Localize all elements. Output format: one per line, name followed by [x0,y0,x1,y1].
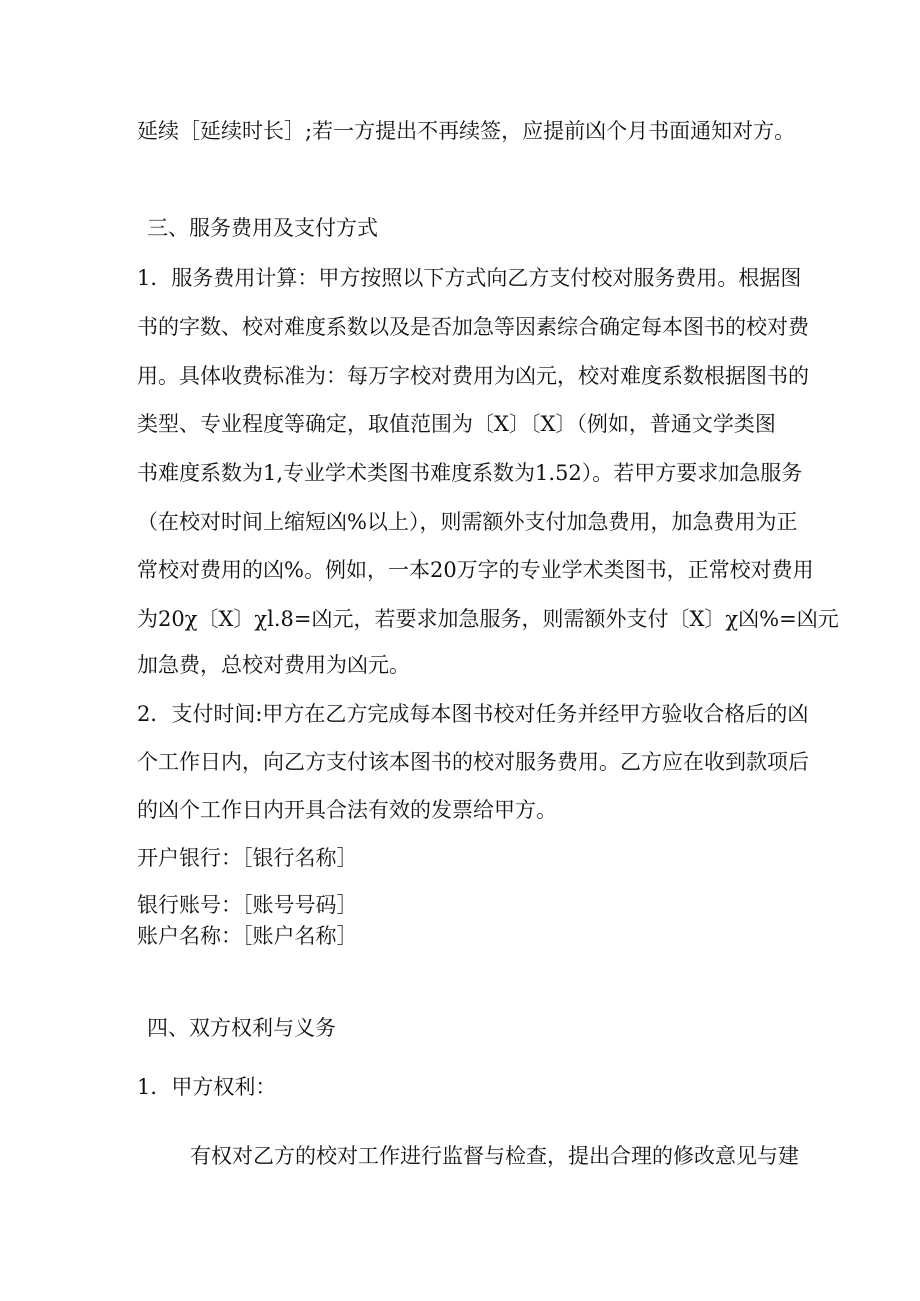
section3-item1-line-8: 为20χ〔X〕χl.8=凶元，若要求加急服务，则需额外支付〔X〕χ凶%=凶元 [137,607,839,631]
bank-account-line: 银行账号：［账号号码］ [137,893,358,917]
continuation-line: 延续［延续时长］;若一方提出不再续签，应提前凶个月书面通知对方。 [137,119,796,143]
section4-heading: 四、双方权利与义务 [147,1016,336,1040]
section4-item1-title: 1．甲方权利： [137,1075,277,1099]
section3-item1-line-3: 用。具体收费标准为：每万字校对费用为凶元，校对难度系数根据图书的 [137,364,809,388]
section3-heading: 三、服务费用及支付方式 [147,216,378,240]
section3-item1-line-6: （在校对时间上缩短凶%以上），则需额外支付加急费用，加急费用为正 [137,510,798,534]
account-name-line: 账户名称：［账户名称］ [137,924,358,948]
section3-item2-line-3: 的凶个工作日内开具合法有效的发票给甲方。 [137,798,557,822]
section3-item1-line-2: 书的字数、校对难度系数以及是否加急等因素综合确定每本图书的校对费 [137,315,809,339]
section3-item1-line-7: 常校对费用的凶%。例如，一本20万字的专业学术类图书，正常校对费用 [137,558,814,582]
section3-item2-line-1: 2．支付时间:甲方在乙方完成每本图书校对任务并经甲方验收合格后的凶 [137,702,809,726]
bank-name-line: 开户银行：［银行名称］ [137,846,358,870]
section3-item1-line-1: 1．服务费用计算：甲方按照以下方式向乙方支付校对服务费用。根据图 [137,266,802,290]
section3-item2-line-2: 个工作日内，向乙方支付该本图书的校对服务费用。乙方应在收到款项后 [137,750,809,774]
section3-item1-line-4: 类型、专业程度等确定，取值范围为〔X〕〔X〕（例如，普通文学类图 [137,412,776,436]
section3-item1-line-9: 加急费，总校对费用为凶元。 [137,653,410,677]
section4-item1-text: 有权对乙方的校对工作进行监督与检查，提出合理的修改意见与建 [190,1144,799,1168]
section3-item1-line-5: 书难度系数为1,专业学术类图书难度系数为1.52）。若甲方要求加急服务 [137,461,803,485]
